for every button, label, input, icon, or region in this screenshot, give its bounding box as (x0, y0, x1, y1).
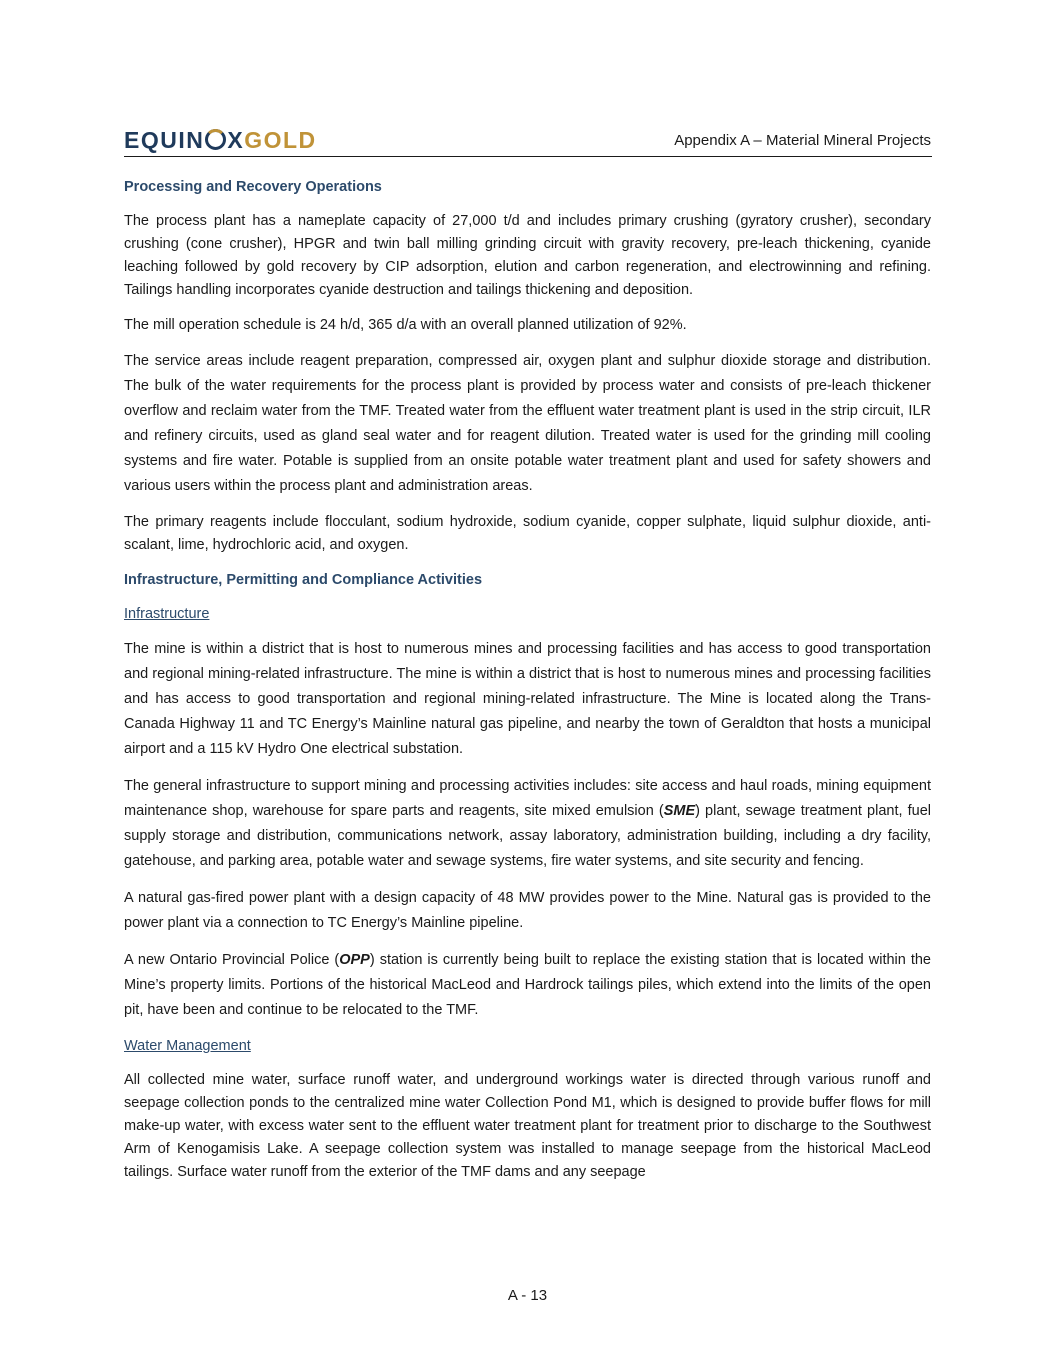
page-header (124, 126, 932, 157)
subheading-infrastructure: Infrastructure (124, 606, 210, 622)
paragraph-power-plant: A natural gas-fired power plant with a design capacity of 48 MW provides power to the Mine. Natural gas is provided to the power plant via a connection to TC Energy’s Mainline pipeline. (124, 890, 931, 931)
logo-text-x: X (227, 127, 245, 153)
heading-infrastructure-permitting: Infrastructure, Permitting and Compliance Activities (124, 572, 483, 588)
paragraph-mill-schedule: The mill operation schedule is 24 h/d, 365 d/a with an overall planned utilization of 92%. (124, 317, 687, 333)
text-segment: ) plant, sewage treatment plant, fuel supply storage and distribution, communications network, assay laboratory, administration building, including a dry facility, gatehouse, and parking area, potable water and sewage systems, fire water systems, and site security and fencing. (124, 803, 931, 869)
logo-text-equin: EQUIN (124, 127, 205, 153)
subheading-water-management: Water Management (124, 1038, 251, 1054)
page-number: A - 13 (507, 1287, 548, 1304)
text-bold-sme: SME (663, 803, 696, 819)
text-segment: The general infrastructure to support mining and processing activities includes: site access and haul roads, mining equipment maintenance shop, warehouse for spare parts and reagents, site mixed emulsion ( (124, 778, 931, 819)
paragraph-general-infrastructure (124, 774, 931, 874)
paragraph-opp-station (124, 948, 931, 1023)
logo-o-icon (205, 129, 226, 150)
equinox-gold-logo (124, 126, 317, 154)
document-body (124, 176, 931, 1196)
paragraph-process-plant: The process plant has a nameplate capacity of 27,000 t/d and includes primary crushing (gyratory crusher), secondary crushing (cone crusher), HPGR and twin ball milling grinding circuit with gravity recovery, pre-leach thickening, cyanide leaching followed by gold recovery by CIP adsorption, elution and carbon regeneration, and electrowinning and refining. Tailings handling incorporates cyanide destruction and tailings thickening and deposition. (124, 213, 931, 298)
header-title: Appendix A – Material Mineral Projects (674, 132, 931, 149)
heading-processing: Processing and Recovery Operations (124, 179, 382, 195)
text-segment: A new Ontario Provincial Police ( (124, 952, 340, 968)
paragraph-mine-district: The mine is within a district that is host to numerous mines and processing facilities and has access to good transportation and regional mining-related infrastructure. The mine is within a district that is host to numerous mines and processing facilities and has access to good transportation and regional mining-related infrastructure. The Mine is located along the Trans-Canada Highway 11 and TC Energy’s Mainline natural gas pipeline, and nearby the town of Geraldton that hosts a municipal airport and a 115 kV Hydro One electrical substation. (124, 641, 931, 757)
paragraph-service-areas: The service areas include reagent preparation, compressed air, oxygen plant and sulphur dioxide storage and distribution. The bulk of the water requirements for the process plant is provided by process water and consists of pre-leach thickener overflow and reclaim water from the TMF. Treated water from the effluent water treatment plant is used in the strip circuit, ILR and refinery circuits, used as gland seal water and for reagent dilution. Treated water is used for the grinding mill cooling systems and fire water. Potable is supplied from an onsite potable water treatment plant and used for safety showers and various users within the process plant and administration areas. (124, 353, 931, 494)
text-bold-opp: OPP (339, 952, 370, 968)
text-segment: ) station is currently being built to replace the existing station that is located within the Mine’s property limits. Portions of the historical MacLeod and Hardrock tailings piles, which extend into the limits of the open pit, have been and continue to be relocated to the TMF. (124, 952, 931, 1018)
paragraph-water-management: All collected mine water, surface runoff water, and underground workings water is directed through various runoff and seepage collection ponds to the centralized mine water Collection Pond M1, which is designed to provide buffer flows for mill make-up water, with excess water sent to the effluent water treatment plant for treatment prior to discharge to the Southwest Arm of Kenogamisis Lake. A seepage collection system was installed to manage seepage from the historical MacLeod tailings. Surface water runoff from the exterior of the TMF dams and any seepage (124, 1072, 931, 1180)
logo-text-gold: GOLD (244, 127, 317, 153)
paragraph-reagents: The primary reagents include flocculant, sodium hydroxide, sodium cyanide, copper sulphate, liquid sulphur dioxide, anti-scalant, lime, hydrochloric acid, and oxygen. (124, 514, 931, 553)
